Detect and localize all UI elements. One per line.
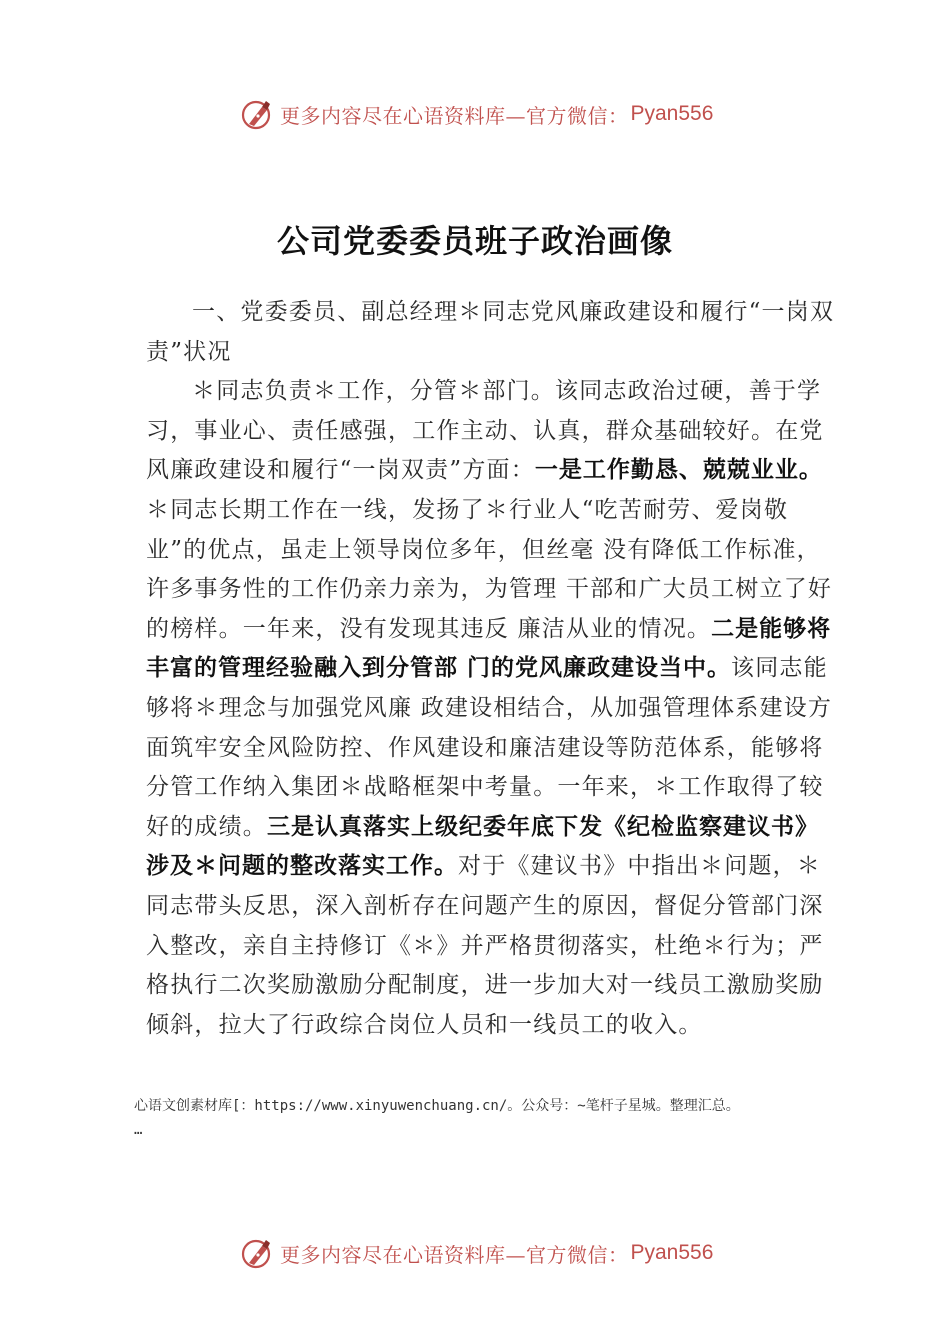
banner-text: 更多内容尽在心语资料库—官方微信： [280, 1242, 629, 1267]
bold-point-2: 二是能够将丰富的管理经验融入到分管部 门的党风廉政建设当中。 [146, 615, 832, 682]
source-note-ellipsis: … [134, 1122, 143, 1138]
pen-nib-logo-icon [240, 97, 274, 131]
bold-point-1: 一是工作勤恳、兢兢业业。 [534, 457, 823, 484]
banner-text: 更多内容尽在心语资料库—官方微信： [280, 103, 629, 128]
source-note-line: 心语文创素材库[：https://www.xinyuwenchuang.cn/。公众号：~笔杆子星城。整理汇总。 [134, 1098, 740, 1114]
document-body [146, 293, 836, 1045]
document-title: 公司党委委员班子政治画像 [276, 222, 673, 260]
paragraph-text-3: 该同志能够将＊理念与加强党风廉 政建设相结合，从加强管理体系建设方面筑牢安全风险防控、作风建设和廉洁建设等防范体系，能够将分管工作纳入集团＊战略框架中考量。一年来，＊工作取得了较好的成绩。 [146, 655, 833, 840]
footer-watermark-banner [240, 1233, 800, 1273]
header-watermark-banner [240, 94, 800, 134]
section-heading: 一、党委委员、副总经理＊同志党风廉政建设和履行“一岗双责”状况 [146, 299, 835, 365]
paragraph-text-2: ＊同志长期工作在一线，发扬了＊行业人“吃苦耐劳、爱岗敬业”的优点，虽走上领导岗位多年，但丝毫 没有降低工作标准，许多事务性的工作仍亲力亲为，为管理 干部和广大员工树立了好的榜样。一年来，没有发现其违反 廉洁从业的情况。 [146, 496, 833, 642]
paragraph-text-1: ＊同志负责＊工作，分管＊部门。该同志政治过硬，善于学习，事业心、责任感强，工作主动、认真，群众基础较好。在党风廉政建设和履行“一岗双责”方面： [146, 378, 824, 484]
banner-wechat-id: Pyan556 [630, 1241, 714, 1264]
banner-wechat-id: Pyan556 [630, 102, 714, 125]
bold-point-3: 三是认真落实上级纪委年底下发《纪检监察建议书》涉及＊问题的整改落实工作。 [146, 813, 819, 880]
pen-nib-logo-icon [240, 1236, 274, 1270]
source-note [134, 1094, 834, 1142]
body-paragraph [146, 372, 836, 1045]
paragraph-text-4: 对于《建议书》中指出＊问题，＊同志带头反思，深入剖析存在问题产生的原因，督促分管部门深入整改，亲自主持修订《＊》并严格贯彻落实，杜绝＊行为；严格执行二次奖励激励分配制度，进一步加大对一线员工激励奖励倾斜，拉大了行政综合岗位人员和一线员工的收入。 [146, 853, 824, 1038]
